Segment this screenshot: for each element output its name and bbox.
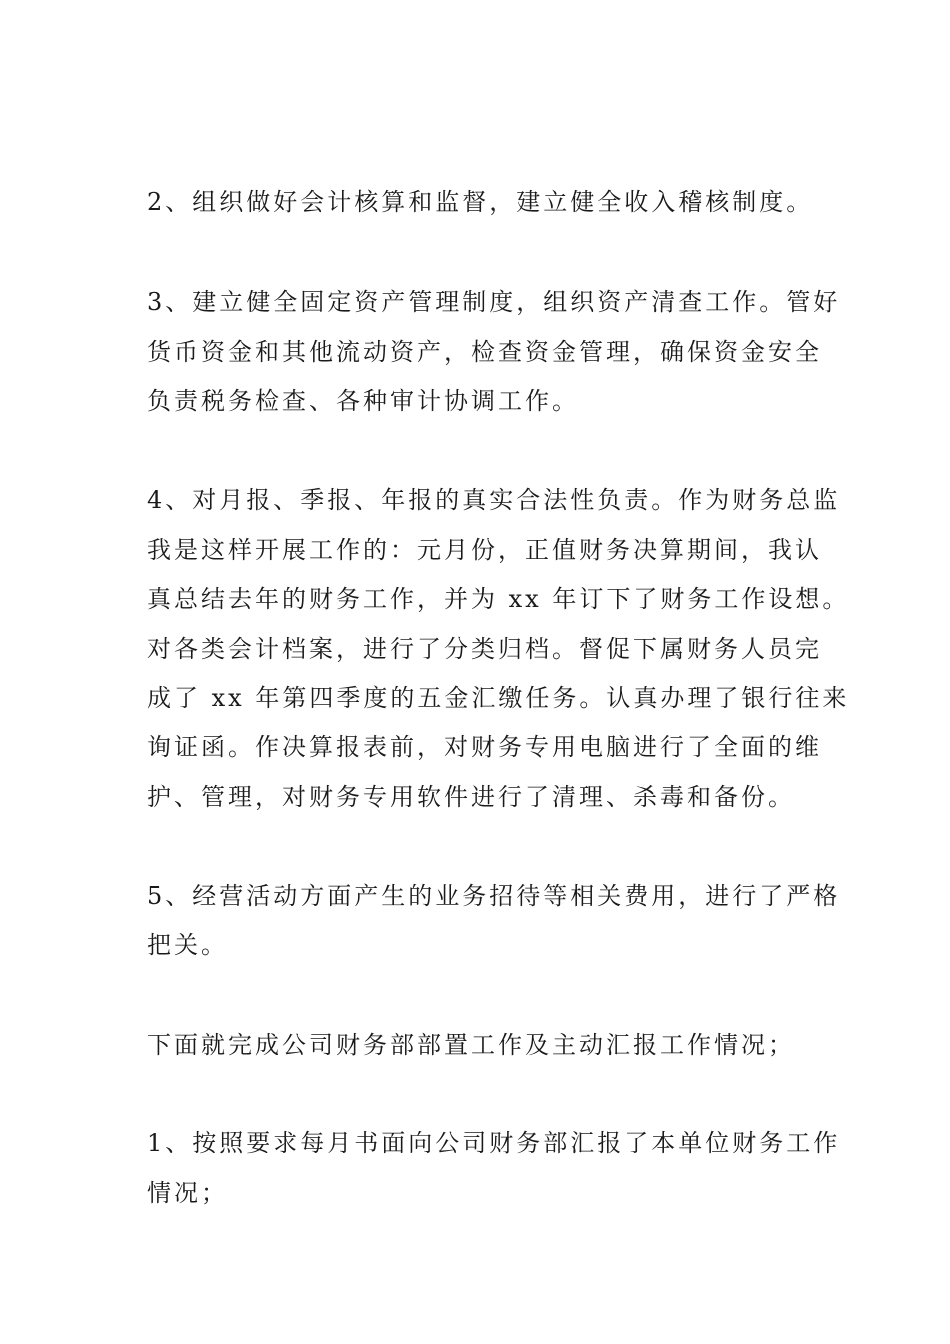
paragraph-6-line-1: 1、按照要求每月书面向公司财务部汇报了本单位财务工作 [147, 1129, 841, 1157]
paragraph-3-line-1: 4、对月报、季报、年报的真实合法性负责。作为财务总监 [147, 486, 841, 514]
paragraph-5-line-1: 下面就完成公司财务部部置工作及主动汇报工作情况； [147, 1031, 795, 1059]
paragraph-3-line-6: 询证函。作决算报表前，对财务专用电脑进行了全面的维 [147, 733, 822, 761]
paragraph-4-line-2: 把关。 [147, 931, 228, 959]
paragraph-1-line-1: 2、组织做好会计核算和监督，建立健全收入稽核制度。 [147, 188, 814, 216]
paragraph-3-line-4: 对各类会计档案，进行了分类归档。督促下属财务人员完 [147, 635, 822, 663]
paragraph-2-line-3: 负责税务检查、各种审计协调工作。 [147, 387, 579, 415]
paragraph-3-line-3: 真总结去年的财务工作，并为 xx 年订下了财务工作设想。 [147, 585, 850, 613]
paragraph-4-line-1: 5、经营活动方面产生的业务招待等相关费用，进行了严格 [147, 882, 841, 910]
paragraph-6-line-2: 情况； [147, 1179, 228, 1207]
paragraph-3-line-2: 我是这样开展工作的：元月份，正值财务决算期间，我认 [147, 536, 822, 564]
paragraph-2-line-1: 3、建立健全固定资产管理制度，组织资产清查工作。管好 [147, 288, 841, 316]
paragraph-3-line-5: 成了 xx 年第四季度的五金汇缴任务。认真办理了银行往来 [147, 684, 850, 712]
paragraph-2-line-2: 货币资金和其他流动资产，检查资金管理，确保资金安全 [147, 338, 822, 366]
paragraph-3-line-7: 护、管理，对财务专用软件进行了清理、杀毒和备份。 [147, 783, 795, 811]
